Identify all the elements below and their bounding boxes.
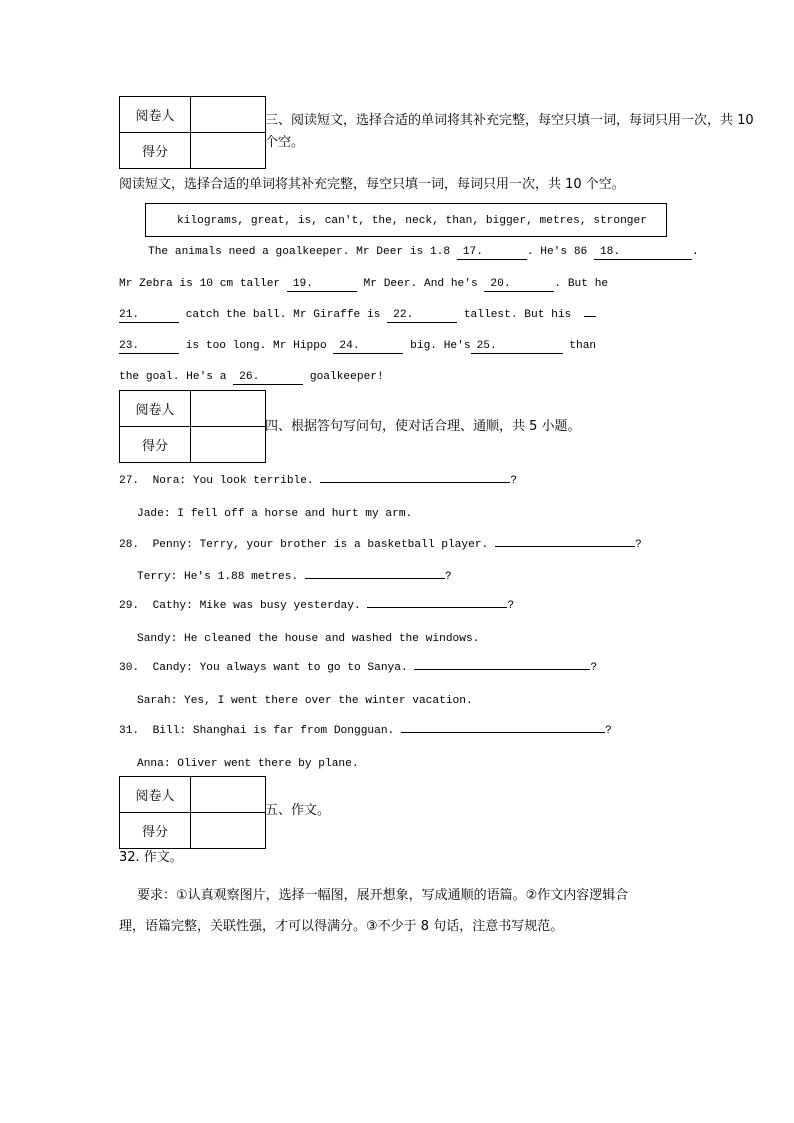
question-text: 28. Penny: Terry, your brother is a basketball player. (119, 539, 495, 551)
question-text: 30. Candy: You always want to go to Sanya. (119, 662, 415, 674)
passage-line (119, 276, 608, 292)
answer-31: Anna: Oliver went there by plane. (137, 758, 359, 770)
passage-line (148, 244, 699, 260)
answer-30: Sarah: Yes, I went there over the winter vacation. (137, 695, 473, 707)
text: catch the ball. Mr Giraffe is (179, 309, 388, 321)
section5-title: 五、作文。 (265, 803, 331, 818)
blank-24: 24. (333, 340, 403, 354)
text: ? (510, 475, 518, 487)
text: the goal. He's a (119, 371, 234, 383)
passage-line (119, 307, 596, 323)
answer-27: Jade: I fell off a horse and hurt my arm. (137, 508, 413, 520)
question-27 (119, 473, 517, 489)
reviewer-cell (191, 97, 266, 133)
blank-22: 22. (387, 309, 457, 323)
text: tallest. But his (457, 309, 578, 321)
text: ? (590, 662, 598, 674)
answer-text: Terry: He's 1.88 metres. (137, 571, 305, 583)
text: The animals need a goalkeeper. Mr Deer is 1.8 (148, 246, 457, 258)
text: . He's 86 (526, 246, 594, 258)
reviewer-label: 阅卷人 (120, 777, 191, 813)
answer-29: Sandy: He cleaned the house and washed the windows. (137, 633, 480, 645)
question-32: 32. 作文。 (119, 850, 183, 865)
score-table (119, 96, 266, 169)
question-text: 27. Nora: You look terrible. (119, 475, 321, 487)
answer-blank[interactable] (495, 546, 635, 547)
requirements-line: 要求：①认真观察图片，选择一幅图，展开想象，写成通顺的语篇。②作文内容逻辑合 (137, 888, 629, 903)
text: than (562, 340, 597, 352)
question-29 (119, 598, 514, 614)
text: goalkeeper! (303, 371, 384, 383)
reviewer-label: 阅卷人 (120, 391, 191, 427)
score-cell (191, 427, 266, 463)
text: Mr Zebra is 10 cm taller (119, 278, 287, 290)
blank-23-start (584, 316, 596, 317)
text: . But he (554, 278, 609, 290)
blank-19: 19. (287, 278, 357, 292)
question-30 (119, 660, 597, 676)
section4-title: 四、根据答句写问句，使对话合理、通顺，共 5 小题。 (265, 419, 581, 434)
blank-17: 17. (457, 246, 527, 260)
score-table (119, 390, 266, 463)
reviewer-cell (191, 777, 266, 813)
section3-instruction: 阅读短文，选择合适的单词将其补充完整，每空只填一词，每词只用一次，共 10 个空。 (119, 177, 625, 192)
text: . (691, 246, 699, 258)
passage-line (119, 369, 384, 385)
blank-18: 18. (594, 246, 692, 260)
answer-blank[interactable] (305, 578, 445, 579)
text: Mr Deer. And he's (356, 278, 485, 290)
text: ? (634, 539, 642, 551)
answer-blank[interactable] (320, 482, 510, 483)
blank-25: 25. (471, 340, 563, 354)
section3-title: 三、阅读短文，选择合适的单词将其补充完整，每空只填一词，每词只用一次，共 10 (265, 113, 754, 128)
text: is too long. Mr Hippo (179, 340, 334, 352)
answer-blank[interactable] (401, 732, 605, 733)
reviewer-label: 阅卷人 (120, 97, 191, 133)
answer-28 (137, 569, 452, 585)
score-cell (191, 813, 266, 849)
reviewer-cell (191, 391, 266, 427)
answer-blank[interactable] (367, 607, 507, 608)
word-bank: kilograms, great, is, can't, the, neck, than, bigger, metres, stronger (177, 215, 647, 227)
text: ? (444, 571, 452, 583)
score-table (119, 776, 266, 849)
requirements-line: 理，语篇完整，关联性强，才可以得满分。③不少于 8 句话，注意书写规范。 (119, 919, 564, 934)
score-label: 得分 (120, 427, 191, 463)
question-text: 31. Bill: Shanghai is far from Dongguan. (119, 725, 401, 737)
text: big. He's (403, 340, 471, 352)
score-label: 得分 (120, 133, 191, 169)
question-31 (119, 723, 612, 739)
answer-blank[interactable] (414, 669, 590, 670)
text: ? (604, 725, 612, 737)
passage-line (119, 338, 596, 354)
question-28 (119, 537, 642, 553)
blank-23: 23. (119, 340, 179, 354)
text: ? (507, 600, 515, 612)
blank-26: 26. (233, 371, 303, 385)
section3-title-cont: 个空。 (265, 135, 305, 150)
blank-20: 20. (484, 278, 554, 292)
score-label: 得分 (120, 813, 191, 849)
blank-21: 21. (119, 309, 179, 323)
score-cell (191, 133, 266, 169)
question-text: 29. Cathy: Mike was busy yesterday. (119, 600, 368, 612)
